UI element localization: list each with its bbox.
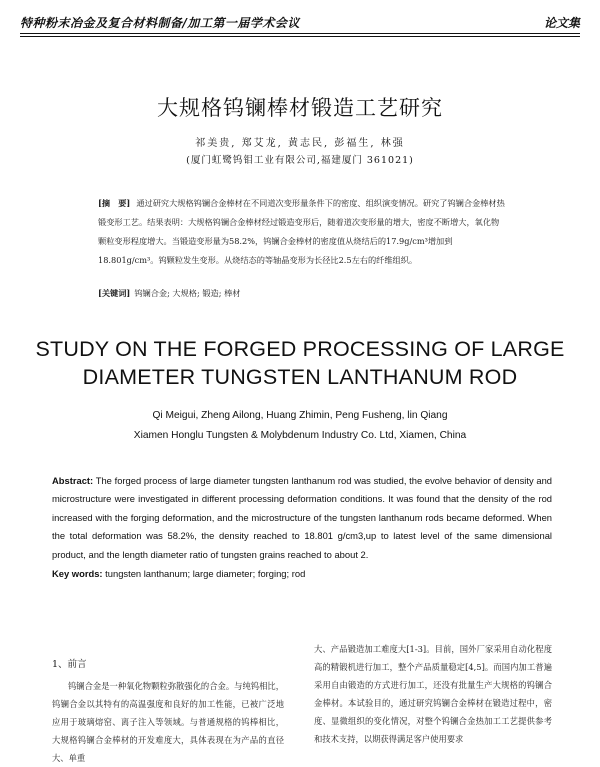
running-header bbox=[0, 14, 600, 36]
chinese-abstract bbox=[98, 194, 506, 270]
english-title: STUDY ON THE FORGED PROCESSING OF LARGE DIAMETER TUNGSTEN LANTHANUM ROD bbox=[35, 337, 565, 389]
english-keywords-label: Key words: bbox=[52, 568, 103, 579]
header-rule bbox=[20, 33, 580, 34]
chinese-authors: 祁美贵, 郑艾龙, 黄志民, 彭福生, 林强 bbox=[195, 138, 405, 149]
header-rule-thin bbox=[20, 36, 580, 37]
body-left-column: 钨镧合金是一种氧化物颗粒弥散强化的合金。与纯钨相比，钨镧合金以其特有的高温强度和良好的加工性能，已被广泛地应用于玻璃熔窑、离子注入等领域。与普通规格的钨棒相比，大规格钨镧合金棒材的开发难度大，具体表现在为产品的直径大、单重 bbox=[52, 681, 284, 763]
chinese-abstract-text: 通过研究大规格钨镧合金棒材在不同道次变形量条件下的密度、组织演变情况。研究了钨镧合金棒材热锻变形工艺。结果表明：大规格钨镧合金棒材经过锻造变形后，随着道次变形量的增大，密度不断增大，氧化物颗粒变形程度增大。当锻造变形量为58.2%，钨镧合金棒材的密度值从烧结后的17.9g/cm³增加到18.801g/cm³。钨颗粒发生变形。从烧结态的等轴晶变形为长径比2.5左右的纤维组织。 bbox=[98, 198, 505, 265]
english-abstract-label: Abstract: bbox=[52, 475, 94, 486]
section-heading-introduction: 1、前言 bbox=[52, 659, 87, 670]
chinese-abstract-label: [摘 要] bbox=[98, 198, 131, 208]
english-affiliation: Xiamen Honglu Tungsten & Molybdenum Industry Co. Ltd, Xiamen, China bbox=[133, 430, 467, 441]
chinese-title: 大规格钨镧棒材锻造工艺研究 bbox=[157, 96, 443, 120]
chinese-keywords-label: [关键词] bbox=[98, 288, 131, 298]
english-abstract-text: The forged process of large diameter tungsten lanthanum rod was studied, the evolve behavior of density and microstructure were investigated in different processing deformation conditions. It was found that the density of the rod increased with the forging deformation, and the microstructure of the tungsten lanthanum rods became deformed. When the total deformation was 58.2%, the density reached to 18.801 g/cm3,up to latest level of the same dimensional product, and the length diameter ratio of tungsten grains reached to about 2. bbox=[52, 475, 552, 560]
english-keywords bbox=[52, 568, 552, 579]
chinese-affiliation: (厦门虹鹭钨钼工业有限公司,福建厦门 361021) bbox=[186, 155, 414, 166]
chinese-keywords bbox=[98, 288, 518, 299]
journal-name: 特种粉末冶金及复合材料制备/加工第一届学术会议 bbox=[20, 16, 300, 30]
english-authors: Qi Meigui, Zheng Ailong, Huang Zhimin, Peng Fusheng, lin Qiang bbox=[152, 410, 448, 421]
section-label: 论文集 bbox=[543, 16, 580, 30]
body-right-column: 大、产品锻造加工难度大[1-3]。目前，国外厂家采用自动化程度高的精锻机进行加工，整个产品质量稳定[4,5]。而国内加工普遍采用自由锻造的方式进行加工，还没有批量生产大规格的钨镧合金棒材。本试验目的，通过研究钨镧合金棒材在锻造过程中，密度、显微组织的变化情况，对整个钨镧合金热加工工艺提供参考和技术支持，以期获得满足客户使用要求 bbox=[314, 644, 552, 744]
chinese-keywords-text: 钨镧合金; 大规格; 锻造; 棒材 bbox=[134, 288, 241, 298]
english-keywords-text: tungsten lanthanum; large diameter; forging; rod bbox=[105, 568, 306, 579]
english-abstract bbox=[52, 472, 552, 564]
